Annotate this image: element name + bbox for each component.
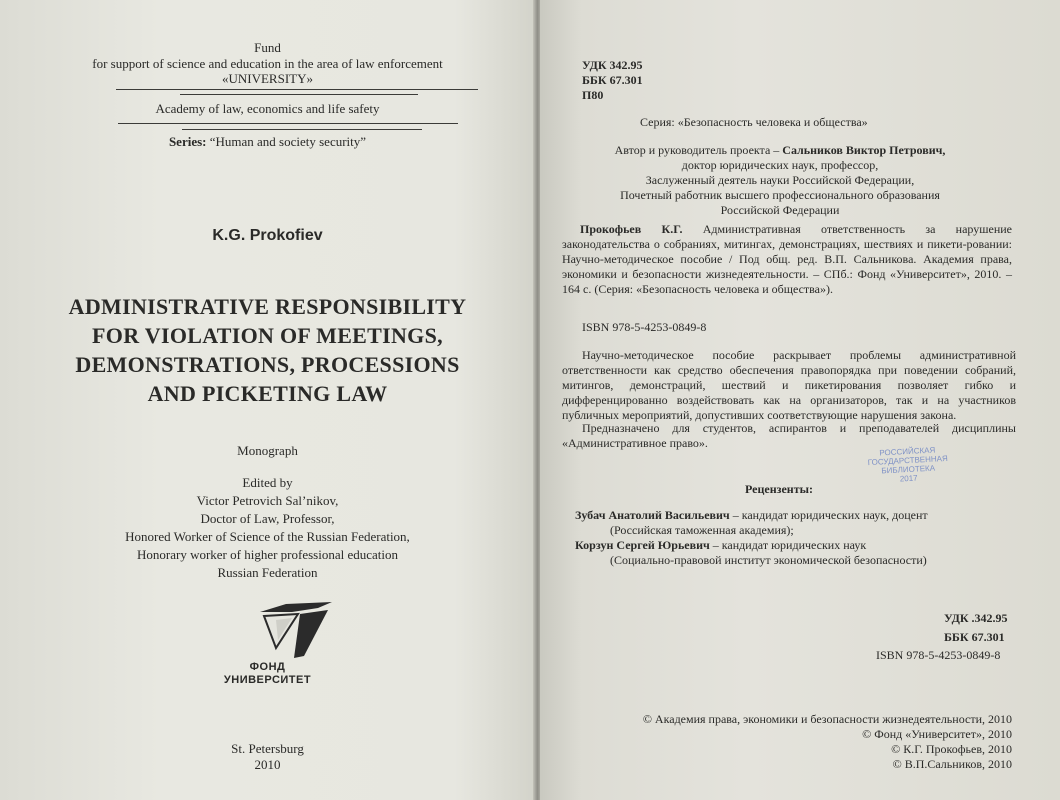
bbk-code-repeat: ББК 67.301	[944, 630, 1005, 644]
title-line: FOR VIOLATION OF MEETINGS,	[92, 323, 443, 348]
genre: Monograph	[237, 443, 298, 458]
series-text: Серия: «Безопасность человека и общества»	[640, 115, 868, 129]
editor-line: Russian Federation	[217, 565, 318, 580]
divider	[180, 94, 418, 95]
series-line	[0, 134, 535, 150]
city: St. Petersburg	[231, 741, 304, 756]
reviewer-org: (Социально-правовой институт экономической безопасности)	[610, 553, 927, 567]
stamp-line: 2017	[899, 473, 918, 484]
reviewer-2	[575, 538, 866, 553]
copyright-line: © К.Г. Прокофьев, 2010	[891, 742, 1012, 756]
author-role: Автор и руководитель проекта –	[614, 143, 783, 157]
editor-line: Edited by	[242, 475, 293, 490]
project-author-name: Сальников Виктор Петрович,	[782, 143, 946, 157]
reviewers-heading: Рецензенты:	[745, 482, 813, 496]
abstract-paragraph: Научно-методическое пособие раскрывает проблемы административной ответственности как средство обеспечения правопорядка при поведении собраний, митингов, демонстраций, шествий и пикетирования позволяет гибко и дифференцированно воздействовать как на организаторов, так и на участников публичных мероприятий, допустивших соответствующие нарушения закона.	[562, 348, 1016, 422]
reviewer-name: Корзун Сергей Юрьевич	[575, 538, 710, 552]
title-line: AND PICKETING LAW	[147, 381, 388, 406]
author-line	[560, 143, 1000, 158]
stamp-line: РОССИЙСКАЯ	[879, 445, 936, 458]
book-title	[0, 292, 535, 408]
reviewer-name: Зубач Анатолий Васильевич	[575, 508, 730, 522]
abstract-paragraph: Предназначено для студентов, аспирантов и преподавателей дисциплины «Административное право».	[562, 421, 1016, 450]
author-mark: П80	[582, 88, 604, 102]
library-stamp	[847, 444, 969, 486]
fund-label: Fund	[254, 40, 281, 55]
fund-university-logo-icon	[256, 598, 336, 662]
editor-block	[0, 474, 535, 582]
stamp-line: БИБЛИОТЕКА	[881, 463, 936, 476]
biblio-text: Административная ответственность за нарушение законодательства о собраниях, митингах, демонстрациях, шествиях и пикети-ровании: Научно-методическое пособие / Под общ. ред. В.П. Сальникова. Академия права, экономики и безопасности жизнедеятельности. – СПб.: Фонд «Университет», 2010. – 164 с. (Серия: «Безопасность человека и общества»).	[562, 222, 1013, 296]
academy-name: Academy of law, economics and life safety	[155, 101, 380, 116]
author-line: Почетный работник высшего профессионального образования	[620, 188, 940, 202]
reviewer-org: (Российская таможенная академия);	[610, 523, 794, 537]
logo-line: ФОНД	[249, 661, 286, 673]
copyright-block	[600, 712, 1012, 772]
fund-description: for support of science and education in the area of law enforcement	[92, 56, 443, 71]
bibliographic-record	[562, 222, 1012, 297]
divider	[118, 123, 458, 124]
year: 2010	[254, 757, 281, 772]
reviewer-title: – кандидат юридических наук, доцент	[729, 508, 928, 522]
copyright-line: © Фонд «Университет», 2010	[862, 727, 1012, 741]
bbk-code: ББК 67.301	[582, 73, 643, 87]
logo-line: УНИВЕРСИТЕТ	[223, 674, 312, 686]
author-line: Заслуженный деятель науки Российской Федерации,	[645, 173, 915, 187]
reviewer-1	[575, 508, 928, 523]
copyright-line: © Академия права, экономики и безопасности жизнедеятельности, 2010	[642, 712, 1012, 726]
stamp-line: ГОСУДАРСТВЕННАЯ	[867, 453, 948, 468]
author-line: доктор юридических наук, профессор,	[681, 158, 879, 172]
biblio-author: Прокофьев К.Г.	[580, 222, 683, 236]
editor-line: Victor Petrovich Sal’nikov,	[196, 493, 339, 508]
isbn-repeat: ISBN 978-5-4253-0849-8	[876, 648, 1001, 662]
author-name: K.G. Prokofiev	[212, 227, 323, 244]
editor-line: Honorary worker of higher professional education	[137, 547, 398, 562]
copyright-line: © В.П.Сальников, 2010	[892, 757, 1012, 771]
editor-line: Honored Worker of Science of the Russian Federation,	[125, 529, 410, 544]
isbn: ISBN 978-5-4253-0849-8	[582, 320, 707, 334]
title-line: DEMONSTRATIONS, PROCESSIONS	[75, 352, 460, 377]
udk-code-repeat: УДК .342.95	[944, 611, 1008, 625]
title-line: ADMINISTRATIVE RESPONSIBILITY	[68, 294, 467, 319]
udk-code: УДК 342.95	[582, 58, 643, 72]
divider	[116, 89, 478, 90]
divider	[182, 129, 422, 130]
series-value: “Human and society security”	[209, 134, 367, 149]
editor-line: Doctor of Law, Professor,	[200, 511, 335, 526]
fund-name: «UNIVERSITY»	[222, 71, 313, 86]
series-label: Series:	[168, 134, 207, 149]
author-line: Российской Федерации	[720, 203, 840, 217]
project-author-block	[560, 143, 1000, 218]
logo-text	[0, 661, 535, 687]
reviewer-title: – кандидат юридических наук	[709, 538, 867, 552]
